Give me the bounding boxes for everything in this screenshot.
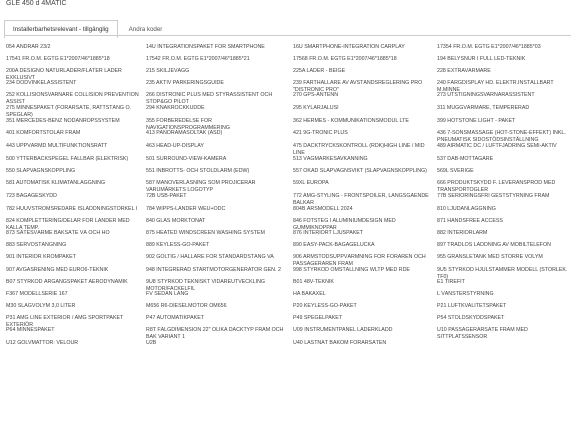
option-code-cell: E1 TIREFIT [437, 279, 465, 285]
option-code-cell: 239 FARTHÅLLARE AV AVSTÅNDSREGLERING PRO "DISTRONIC PRO" [293, 80, 423, 92]
option-code-cell: U09 INSTRUMENTPANEL LÄDERKLÄDD [293, 327, 393, 333]
option-code-cell: 054 ÄNDRÅR 23/2 [6, 44, 51, 50]
option-code-cell: 666 PRODUKTSKYDD F. LEVERANSPROD MED TRANSPORTOGLER [437, 180, 556, 193]
option-code-cell: 489 AIRMATIC DC / LUFTFJÄDRING SEMI-AKTIV [437, 143, 557, 149]
option-code-cell: 77B SERIÖRINGSFRI GESTSTYRNING FRAM [437, 193, 550, 199]
option-code-cell: 17541 FR.O.M. EGTG E1*2007/46*1885*18 [6, 56, 110, 62]
tab-andra-koder[interactable]: Andra koder [120, 20, 172, 38]
tab-installerbarhetsrelevant[interactable]: Installerbarhetsrelevant - tillgänglig [4, 20, 118, 38]
option-code-cell: 906 ARMSTÖDSUPPVÄRMNING FÖR FÖRAREN OCH PASSAGERAREN FRAM [293, 254, 426, 267]
option-code-cell: 955 GRÄNSLETANK MED STÖRRE VOLYM [437, 254, 543, 260]
option-code-cell: 294 KNÄKROCKKUDDE [146, 105, 205, 111]
option-code-cell: 401 KOMFORTSTOLAR FRAM [6, 130, 81, 136]
option-code-cell: U10 PASSAGERARSÄTE FRAM MED SITTPLATSSENSOR [437, 327, 528, 340]
option-code-cell: 475 DÄCKTRYCKSKONTROLL (RDK)HIGH LINE / MID LINE [293, 143, 425, 156]
option-code-cell: 9U5 STYRKOD HJULSTÄMMER MODELL (STORLEK. TF0) [437, 267, 568, 279]
option-code-cell: 355 FÖRBEREDELSE FÖR NAVIGATIONSPROGRAMMERING [146, 118, 230, 130]
option-code-cell: 72B USB-PAKET [146, 193, 187, 199]
option-code-cell: 9U8 STYRKOD TEKNISKT VIDAREUTVECKLING MOTOR/FACKELFIL [146, 279, 266, 291]
option-code-cell: HA BAKAXEL [293, 291, 326, 297]
option-code-cell: 16U SMARTPHONE-INTEGRATION CARPLAY [293, 44, 405, 50]
option-code-cell: 17568 FR.O.M. EGTG E1*2007/46*1885*18 [293, 56, 397, 62]
option-code-cell: 463 HEAD-UP-DISPLAY [146, 143, 204, 149]
option-code-cell: P49 SPEGELPAKET [293, 315, 343, 321]
option-code-cell: 883 SERVOSTÄNGNING [6, 242, 67, 248]
option-code-cell: 215 SKILJEVÄGG [146, 68, 190, 74]
option-code-cell: 772 AMG-STYLING - FRONTSPOILER, LÄNGSGÅENDE BALKAR [293, 193, 429, 206]
option-code-cell: 59XL EUROPA [293, 180, 329, 186]
option-code-cell: M30 SLAGVOLYM 3,0 LITER [6, 303, 76, 309]
option-code-cell: 240 FÄRGDISPLAY HD. ELEKTR.INSTÄLLBART M.MINNE [437, 80, 554, 92]
option-code-cell: 840 GLAS MÖRKTONAT [146, 218, 206, 224]
option-code-cell: 846 FOTSTEG I ALUMINIUMDESIGN MED GUMMIKNOPPAR [293, 218, 396, 230]
option-code-grid [6, 44, 572, 352]
option-code-cell: 311 MUGGVÄRMARE, TEMPERERAD [437, 105, 530, 111]
option-code-cell: P31 AMG LINE EXTERIÖR / AMG SPORTPAKET EXTERIÖR [6, 315, 124, 327]
option-code-cell: 252 KOLLISIONSVARNARE COLLISION PREVENTION ASSIST [6, 92, 139, 105]
option-code-cell: 902 GOLTIG / HÅLLARE FÖR STANDARDSTÄNG VA [146, 254, 274, 260]
option-code-cell: 882 INTERIÖRLARM [437, 230, 488, 236]
option-code-cell: 443 UPPVÄRMD MULTIFUNKTIONSRATT [6, 143, 108, 149]
option-code-cell: 804B ÅRSMODELL 2024 [293, 206, 353, 212]
option-code-cell: 897 TRÅDLÖS LADDNING AV MOBILTELEFON [437, 242, 551, 248]
option-code-cell: 581 AUTOMATISK KLIMATANLÄGGNING [6, 180, 106, 186]
option-code-cell: 273 UTSTIGNINGSVARNARASSISTENT [437, 92, 535, 98]
option-code-cell: 550 SLÄPVAGNSKOPPLING [6, 168, 76, 174]
option-code-cell: 200A DESIGNO NATURLÄDER/FLÄTER LÄDER EXKLUSIVT [6, 68, 122, 80]
option-code-cell: 17542 FR.O.M. EGTG E1*2007/46*1885*21 [146, 56, 250, 62]
page-title: GLE 450 d 4MATIC [6, 0, 67, 7]
option-code-cell: 421 9G-TRONIC PLUS [293, 130, 348, 136]
option-code-cell: 557 ÖKAD SLÄPVAGNSVIKT (SLÄPVAGNSKOPPLING) [293, 168, 427, 174]
option-code-cell: 875 HEATED WINDSCREEN WASHING SYSTEM [146, 230, 265, 236]
option-code-cell: 501 SURROUND-VIEW-KAMERA [146, 156, 227, 162]
option-code-cell: 234 DÖDVINKELASSISTENT [6, 80, 77, 86]
option-code-cell: 225A LÄDER - BEIGE [293, 68, 346, 74]
option-code-cell: 270 GPS-ANTENN [293, 92, 339, 98]
option-code-cell: 17354 FR.O.M. EGTG E1*2007/46*1885*03 [437, 44, 541, 50]
option-code-cell: U12 GOLVMATTOR: VELOUR [6, 340, 79, 346]
option-code-cell: B07 STYRKOD ÅRGÅNGSPAKET AERODYNAMIK [6, 279, 128, 285]
option-code-cell: 782 HUUVSTRÖMSREDARE ISLADDNINGSTORKEL I [6, 206, 138, 212]
option-code-cell: 14U INTEGRATIONSPAKET FÖR SMARTPHONE [146, 44, 265, 50]
option-code-cell: 569L SVERIGE [437, 168, 474, 174]
option-code-cell: 784 WIPPS-LANDER WEU+ODC [146, 206, 226, 212]
option-code-cell: 890 EASY-PACK-BAGAGELUCKA [293, 242, 375, 248]
option-code-cell: 901 INTERIÖR KROMPAKET [6, 254, 76, 260]
option-code-cell: P21 LUFTKVALITETSPAKET [437, 303, 507, 309]
option-code-cell: 275 MINNESPAKET (FÖRARSÄTE, RATTSTÅNG O. SPEGLAR) [6, 105, 132, 118]
option-code-cell: 235 AKTIV PARKERINGSGUIDE [146, 80, 224, 86]
option-code-cell: 228 EXTRAVÄRMARE [437, 68, 491, 74]
option-code-cell: 537 DAB-MOTTAGARE [437, 156, 494, 162]
option-code-cell: 948 INTEGRERAD STARTMOTORGENERATOR GEN. 2 [146, 267, 281, 273]
option-code-cell: 824 KOMPLETTERING/DELAR FÖR LÄNDER MED KALLA TEMP. [6, 218, 130, 230]
option-code-cell: 513 VÄGMÄRKESAVKÄNNING [293, 156, 368, 162]
option-code-cell: 876 INTERIÖRT LJUSPAKET [293, 230, 364, 236]
option-code-cell: P20 KEYLESS-GO-PAKET [293, 303, 357, 309]
option-code-cell: 351 MERCEDES-BENZ NÖDANROPSSYSTEM [6, 118, 120, 124]
option-code-cell: F367 MODELLSERIE 167 [6, 291, 68, 297]
option-code-cell: 889 KEYLESS-GO-PAKET [146, 242, 210, 248]
option-code-cell: P64 MINNESPAKET [6, 327, 55, 333]
option-code-cell: 266 DISTRONIC PLUS MED STYRASSISTENT OCH STOP&GO PILOT [146, 92, 273, 105]
option-code-cell: P54 STÖLDSKYDDSPAKET [437, 315, 505, 321]
option-code-cell: 998 STYRKOD OMSTÄLLNING WLTP MED RDE [293, 267, 410, 273]
option-code-cell: P47 AUTOMATIKPAKET [146, 315, 204, 321]
option-code-cell: 413 PANORAMASOLTAK (ASD) [146, 130, 223, 136]
option-code-cell: 873 SÄTESVÄRME BAKSÄTE VÄ OCH HÖ [6, 230, 110, 236]
option-code-cell: 194 BELYSNUR I FULL LED-TEKNIK [437, 56, 526, 62]
option-code-cell: U2B [146, 340, 157, 346]
option-code-cell: M656 R6-DIESELMOTOR OM656 [146, 303, 227, 309]
option-code-cell: 399 HOTSTONE LIGHT - PAKET [437, 118, 516, 124]
option-code-cell: 436 7-SONSMASSAGE (HOT-STONE-EFFEKT) INKL. PNEUMATISK SIDOSTÖDSINSTÄLLNING [437, 130, 566, 143]
option-code-cell: B01 48V-TEKNIK [293, 279, 334, 285]
option-code-cell: 500 YTTERBACKSPEGEL FÄLLBAR (ELEKTRISK) [6, 156, 129, 162]
option-code-cell: 723 BAGAGESKYDD [6, 193, 57, 199]
option-code-cell: L VÄNSTERSTYRNING [437, 291, 494, 297]
option-code-cell: 295 KYLARJALUSI [293, 105, 339, 111]
option-code-cell: 362 HERMES - KOMMUNIKATIONSMODUL LTE [293, 118, 409, 124]
option-code-cell: 551 INBROTTS- OCH STÖLDLARM (EDW) [146, 168, 250, 174]
option-code-cell: 871 HANDSFREE ACCESS [437, 218, 503, 224]
option-code-cell: 907 AVGASRENING MED EURO6-TEKNIK [6, 267, 109, 273]
option-code-cell: R8T FÄLGDIMENSION 22" OLIKA DÄCKTYP FRAM OCH BAK VARIANT 1 [146, 327, 284, 340]
option-code-cell: 810 LJUDANLÄGGNING [437, 206, 496, 212]
option-code-cell: FV SEDAN LÅNG [146, 291, 189, 297]
option-code-cell: 587 MANÖVERLÅSNING SOM PROJICERAR VARUMÄRKETS LOGOTYP [146, 180, 256, 193]
tab-divider [4, 35, 571, 36]
option-code-cell: U40 LASTNÄT BAKOM FÖRARSÄTEN [293, 340, 387, 346]
option-code-cell [437, 340, 572, 352]
